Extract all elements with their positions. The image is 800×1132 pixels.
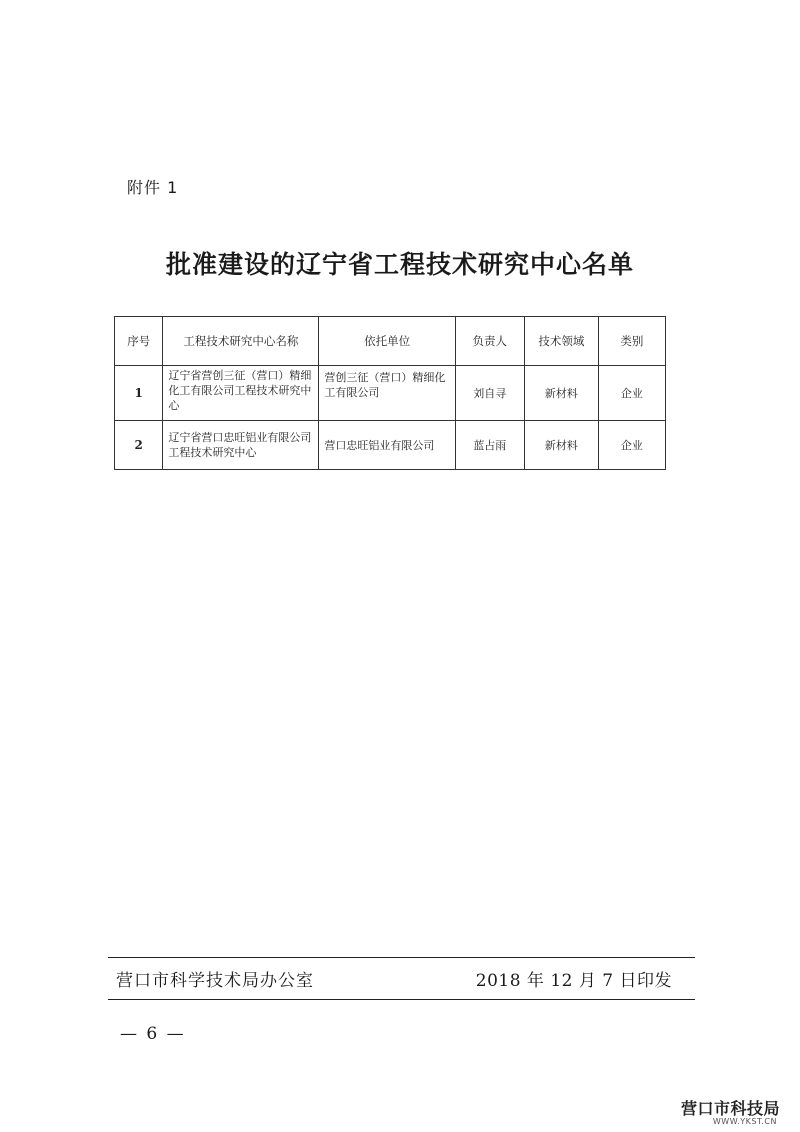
page-number: — 6 — (120, 1024, 186, 1044)
attachment-label: 附件 1 (127, 178, 179, 197)
cell-category: 企业 (598, 421, 665, 470)
document-title: 批准建设的辽宁省工程技术研究中心名单 (165, 250, 634, 279)
cell-host-unit: 营口忠旺铝业有限公司 (319, 421, 455, 470)
cell-category: 企业 (598, 366, 665, 421)
issue-date: 2018 年 12 月 7 日印发 (475, 971, 672, 991)
cell-leader: 蓝占雨 (455, 421, 524, 470)
header-center-name: 工程技术研究中心名称 (163, 317, 319, 366)
issuer-office: 营口市科学技术局办公室 (116, 971, 314, 991)
cell-center-name: 辽宁省营口忠旺铝业有限公司工程技术研究中心 (163, 421, 319, 470)
cell-seq: 1 (115, 366, 163, 421)
table-row (115, 421, 666, 470)
cell-center-name: 辽宁省营创三征（营口）精细化工有限公司工程技术研究中心 (163, 366, 319, 421)
header-field: 技术领域 (524, 317, 598, 366)
header-seq: 序号 (115, 317, 163, 366)
cell-field: 新材料 (524, 366, 598, 421)
header-leader: 负责人 (455, 317, 524, 366)
research-center-table (114, 316, 666, 470)
cell-leader: 刘自寻 (455, 366, 524, 421)
table-header-row (115, 317, 666, 366)
cell-field: 新材料 (524, 421, 598, 470)
footer-divider-top (108, 957, 695, 958)
header-host-unit: 依托单位 (319, 317, 455, 366)
watermark-name: 营口市科技局 (680, 1099, 780, 1118)
watermark-url: WWW.YKST.CN (712, 1117, 777, 1126)
footer-divider-bottom (108, 999, 695, 1000)
table-row (115, 366, 666, 421)
header-category: 类别 (598, 317, 665, 366)
cell-host-unit: 营创三征（营口）精细化工有限公司 (319, 366, 455, 421)
cell-seq: 2 (115, 421, 163, 470)
